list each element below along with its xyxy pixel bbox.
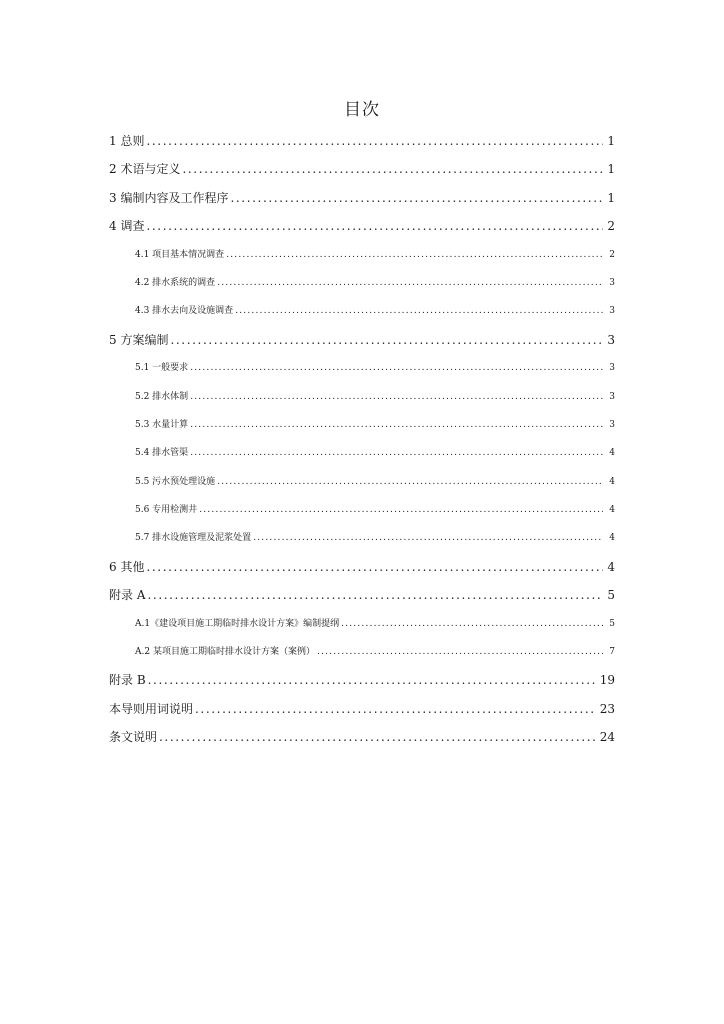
- toc-subentry[interactable]: [109, 524, 615, 552]
- dot-leader: [146, 127, 603, 155]
- toc-subentry[interactable]: [109, 496, 615, 524]
- toc-page-number: 3: [607, 332, 615, 347]
- toc-entry-label: A.1《建设项目施工期临时排水设计方案》编制提纲: [135, 618, 340, 629]
- dot-leader: [190, 411, 603, 439]
- toc-subentry[interactable]: [109, 241, 615, 269]
- toc-page-number: 1: [607, 162, 615, 177]
- toc-entry-label: 4.2 排水系统的调查: [135, 277, 216, 288]
- dot-leader: [147, 581, 603, 609]
- toc-page-number: 1: [607, 134, 615, 148]
- dot-leader: [182, 155, 603, 183]
- toc-entry[interactable]: [109, 155, 615, 183]
- toc-subentry[interactable]: [109, 468, 615, 496]
- dot-leader: [217, 468, 603, 496]
- toc-page-number: 5: [607, 588, 615, 603]
- toc-subentry[interactable]: [109, 411, 615, 439]
- toc-entry-label: 5.7 排水设施管理及泥浆处置: [135, 533, 252, 544]
- toc-entry-label: 条文说明: [109, 730, 158, 745]
- toc-entry[interactable]: [109, 581, 615, 609]
- toc-entry[interactable]: [109, 212, 615, 240]
- dot-leader: [148, 666, 596, 694]
- toc-entry-label: 5.5 污水预处理设施: [135, 476, 216, 487]
- toc-entry-label: 5.3 水量计算: [135, 419, 189, 430]
- toc-subentry[interactable]: [109, 383, 615, 411]
- toc-page-number: 4: [609, 476, 615, 487]
- toc-entry-label: 5.6 专用检测井: [135, 505, 198, 516]
- dot-leader: [199, 496, 603, 524]
- toc-page-number: 7: [609, 647, 615, 658]
- dot-leader: [190, 439, 603, 467]
- toc-entry-label: 6 其他: [109, 559, 145, 574]
- toc-page-number: 3: [609, 277, 615, 288]
- toc-entry-label: 附录 B: [109, 673, 146, 688]
- toc-entry[interactable]: [109, 666, 615, 694]
- dot-leader: [253, 524, 603, 552]
- toc-entry-label: 3 编制内容及工作程序: [109, 190, 229, 205]
- toc-entry[interactable]: [109, 184, 615, 212]
- dot-leader: [217, 269, 603, 297]
- toc-page-number: 4: [607, 559, 615, 574]
- toc-entry[interactable]: [109, 695, 615, 723]
- toc-page-number: 3: [609, 363, 615, 374]
- toc-entry[interactable]: [109, 723, 615, 751]
- toc-entry[interactable]: [109, 127, 615, 155]
- toc-subentry[interactable]: [109, 610, 615, 638]
- dot-leader: [190, 354, 603, 382]
- toc-entry-label: 1 总则: [109, 134, 145, 148]
- toc-page-number: 4: [609, 448, 615, 459]
- toc-entry[interactable]: [109, 553, 615, 581]
- toc-entry-label: 4.3 排水去向及设施调查: [135, 306, 234, 317]
- toc-page-number: 2: [609, 249, 615, 260]
- toc-subentry[interactable]: [109, 354, 615, 382]
- toc-page-number: 19: [599, 673, 615, 688]
- toc-page-number: 4: [609, 505, 615, 516]
- toc-page-number: 3: [609, 306, 615, 317]
- dot-leader: [341, 610, 603, 638]
- toc-page-number: 2: [607, 219, 615, 234]
- toc-title: 目次: [344, 100, 380, 120]
- toc-entry-label: A.2 某项目施工期临时排水设计方案（案例）: [135, 647, 315, 658]
- dot-leader: [317, 638, 603, 666]
- dot-leader: [146, 553, 603, 581]
- toc-entry-label: 附录 A: [109, 588, 146, 603]
- toc-entry-label: 本导则用词说明: [109, 701, 194, 716]
- toc-subentry[interactable]: [109, 439, 615, 467]
- dot-leader: [195, 695, 596, 723]
- toc-subentry[interactable]: [109, 269, 615, 297]
- toc-page-number: 23: [599, 701, 615, 716]
- toc-entry-label: 5.1 一般要求: [135, 363, 189, 374]
- dot-leader: [159, 723, 596, 751]
- toc-list: [109, 127, 615, 752]
- toc-entry-label: 2 术语与定义: [109, 162, 181, 177]
- toc-entry[interactable]: [109, 326, 615, 354]
- dot-leader: [170, 326, 603, 354]
- toc-entry-label: 4.1 项目基本情况调查: [135, 249, 225, 260]
- toc-page-number: 24: [599, 730, 615, 745]
- toc-entry-label: 5 方案编制: [109, 332, 169, 347]
- toc-entry-label: 4 调查: [109, 219, 145, 234]
- toc-subentry[interactable]: [109, 638, 615, 666]
- toc-page-number: 5: [609, 618, 615, 629]
- toc-entry-label: 5.4 排水管渠: [135, 448, 189, 459]
- toc-page-number: 3: [609, 419, 615, 430]
- toc-page-number: 4: [609, 533, 615, 544]
- dot-leader: [235, 297, 603, 325]
- dot-leader: [146, 212, 603, 240]
- dot-leader: [190, 383, 603, 411]
- dot-leader: [230, 184, 603, 212]
- toc-subentry[interactable]: [109, 297, 615, 325]
- toc-page-number: 3: [609, 391, 615, 402]
- toc-entry-label: 5.2 排水体制: [135, 391, 189, 402]
- dot-leader: [226, 241, 603, 269]
- toc-page-number: 1: [607, 190, 615, 205]
